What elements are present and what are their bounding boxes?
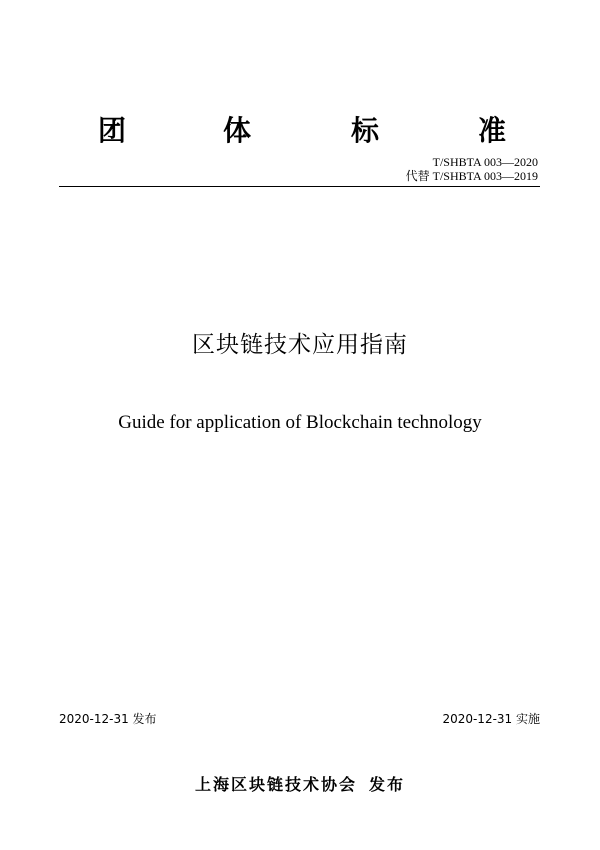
category-char-4: 准 — [478, 114, 507, 147]
header-divider — [59, 186, 540, 187]
title-chinese: 区块链技术应用指南 — [192, 332, 408, 358]
category-char-3: 标 — [351, 114, 380, 147]
standard-category — [0, 113, 600, 149]
standard-number: T/SHBTA 003—2020 — [432, 155, 538, 169]
implementation-date: 2020-12-31 实施 — [442, 712, 540, 726]
publisher-name: 上海区块链技术协会 — [194, 775, 357, 794]
publisher-line — [0, 773, 600, 797]
title-english: Guide for application of Blockchain technology — [118, 412, 482, 433]
category-char-2: 体 — [223, 114, 252, 147]
replaces-standard-number: 代替 T/SHBTA 003—2019 — [405, 169, 538, 183]
category-char-1: 团 — [98, 114, 127, 147]
issue-date: 2020-12-31 发布 — [59, 712, 157, 726]
publisher-action: 发布 — [369, 775, 406, 794]
